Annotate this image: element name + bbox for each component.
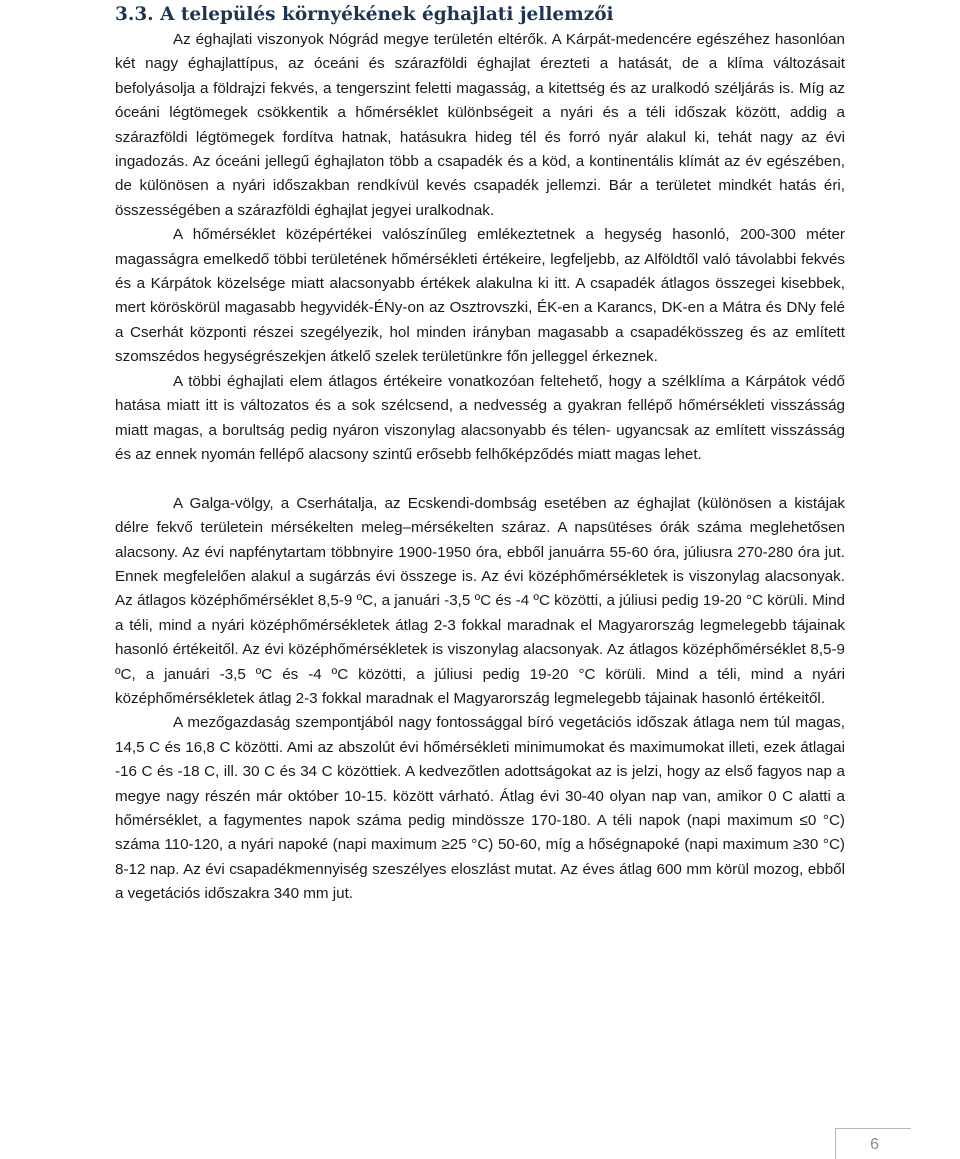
paragraph-other-elements: A többi éghajlati elem átlagos értékeire vonatkozóan feltehető, hogy a szélklíma a Kárpátok védő hatása miatt itt is változatos és a sok szélcsend, a nedvesség a gyakran fellépő hőmérsékleti visszásság miatt magas, a borultság pedig nyáron viszonylag alacsonyabb és télen- ugyancsak az említett visszásság és az ennek nyomán fellépő alacsony szintű erősebb felhőképződés miatt magas lehet. xyxy=(115,372,845,463)
paragraph-climate-overview: Az éghajlati viszonyok Nógrád megye területén eltérők. A Kárpát-medencére egészéhez hasonlóan két nagy éghajlattípus, az óceáni és szárazföldi éghajlat érezteti a hatását, de a klíma változásait befolyásolja a földrajzi fekvés, a tengerszint feletti magasság, a kitettség és az uralkodó széljárás is. Míg az óceáni légtömegek csökkentik a hőmérséklet különbségeit a nyári és a téli időszak között, addig a szárazföldi légtömegek fordítva hatnak, hatásukra hideg tél és forró nyár alakul ki, tehát nagy az évi ingadozás. Az óceáni jellegű éghajlaton több a csapadék és a köd, a kontinentális klímát az év egészében, de különösen a nyári időszakban rendkívül kevés csapadék jellemzi. Bár a területet mindkét hatás éri, összességében a szárazföldi éghajlat jegyei uralkodnak. xyxy=(115,31,845,219)
page-number: 6 xyxy=(870,1136,879,1153)
paragraph-vegetation-period: A mezőgazdaság szempontjából nagy fontossággal bíró vegetációs időszak átlaga nem túl magas, 14,5 C és 16,8 C közötti. Ami az abszolút évi hőmérsékleti minimumokat és maximumokat illeti, ezek átlagai -16 C és -18 C, ill. 30 C és 34 C közöttiek. A kedvezőtlen adottságokat az is jelzi, hogy az első fagyos nap a megye nagy részén már október 10-15. között várható. Átlag évi 30-40 olyan nap van, amikor 0 C alatti a hőmérséklet, a fagymentes napok száma pedig mindössze 170-180. A téli napok (napi maximum ≤0 °C) száma 110-120, a nyári napoké (napi maximum ≥25 °C) 50-60, míg a hőségnapoké (napi maximum ≥30 °C) 8-12 nap. Az évi csapadékmennyiség szeszélyes eloszlást mutat. Az éves átlag 600 mm körül mozog, ebből a vegetációs időszakra 340 mm jut. xyxy=(115,714,845,903)
section-heading: 3.3. A település környékének éghajlati jellemzői xyxy=(115,4,614,25)
document-page xyxy=(115,0,845,907)
paragraph-temperature-precipitation: A hőmérséklet középértékei valószínűleg emlékeztetnek a hegység hasonló, 200-300 méter magasságra emelkedő többi területének hőmérsékleti értékeire, legfeljebb, az Alföldtől való távolabbi fekvés és a Kárpátok közelsége miatt alacsonyabb értékek alakulna ki itt. A csapadék átlagos összegei kisebbek, mert köröskörül magasabb hegyvidék-ÉNy-on az Osztrovszki, ÉK-en a Karancs, DK-en a Mátra és DNy felé a Cserhát központi részei szegélyezik, hol minden irányban magasabb a csapadékösszeg és az említett szomszédos hegységrészekjen átkelő szelek területünkre főn jelleggel érkeznek. xyxy=(115,226,845,366)
paragraph-galga-valley: A Galga-völgy, a Cserhátalja, az Ecskendi-dombság esetében az éghajlat (különösen a kistájak délre fekvő területein mérsékelten meleg–mérsékelten száraz. A napsütéses órák száma meglehetősen alacsony. Az évi napfénytartam többnyire 1900-1950 óra, ebből januárra 55-60 óra, júliusra 270-280 óra jut. Ennek megfelelően alakul a sugárzás évi összege is. Az évi középhőmérsékletek is viszonylag alacsonyak. Az átlagos középhőmérséklet 8,5-9 ºC, a januári -3,5 ºC és -4 ºC közötti, a júliusi pedig 19-20 °C körüli. Mind a téli, mind a nyári középhőmérsékletek átlag 2-3 fokkal maradnak el Magyarország legmelegebb tájainak hasonló értékeitől. Az évi középhőmérsékletek is viszonylag alacsonyak. Az átlagos középhőmérséklet 8,5-9 ºC, a januári -3,5 ºC és -4 ºC közötti, a júliusi pedig 19-20 °C körüli. Mind a téli, mind a nyári középhőmérsékletek átlag 2-3 fokkal maradnak el Magyarország legmelegebb tájainak hasonló értékeitől. xyxy=(115,494,845,707)
page-number-box xyxy=(835,1128,911,1159)
